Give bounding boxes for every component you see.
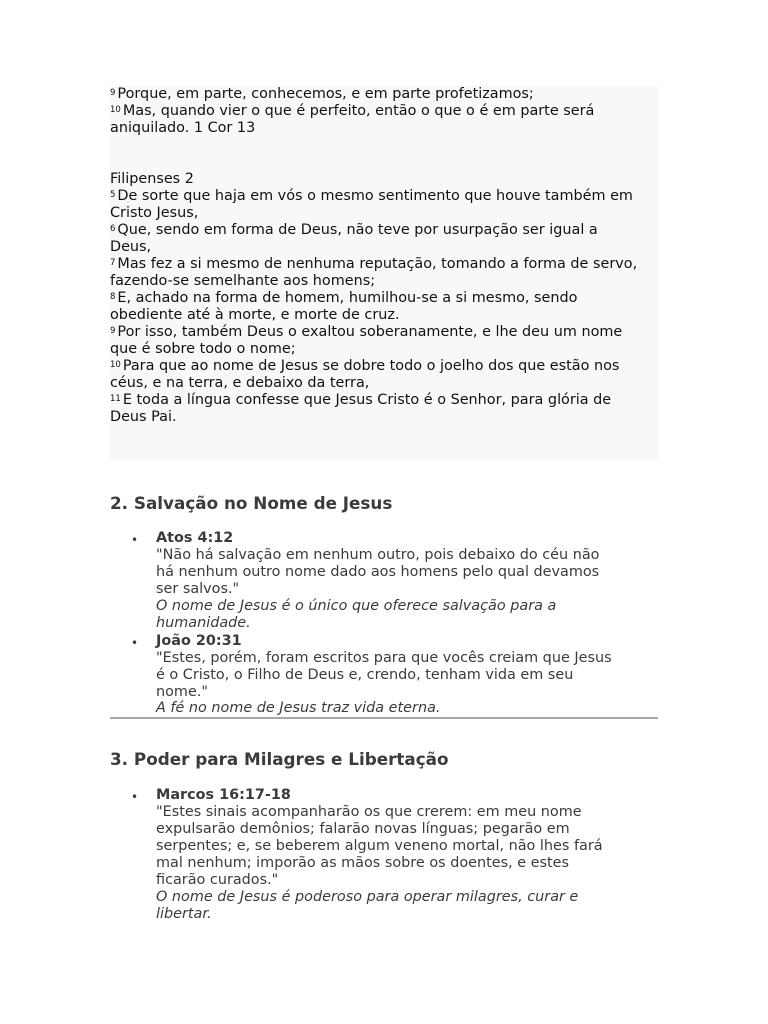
verse-text: Por isso, também Deus o exaltou soberanamente, e lhe deu um nome (117, 324, 623, 340)
verse-text: Para que ao nome de Jesus se dobre todo o joelho dos que estão nos (122, 358, 620, 374)
verse-quote-line: "Estes sinais acompanharão os que crerem: em meu nome (156, 804, 582, 820)
verse-quote-line: é o Cristo, o Filho de Deus e, crendo, tenham vida em seu (156, 667, 574, 683)
verse-quote-line: "Não há salvação em nenhum outro, pois debaixo do céu não (156, 547, 600, 563)
verse-text: E, achado na forma de homem, humilhou-se a si mesmo, sendo (117, 290, 578, 306)
verse-line: aniquilado. 1 Cor 13 (110, 120, 256, 136)
verse-text: E toda a língua confesse que Jesus Cristo é o Senhor, para glória de (122, 392, 612, 408)
verse-number: 10 (110, 105, 121, 115)
verse-quote-line: ser salvos." (156, 581, 240, 597)
verse-line: que é sobre todo o nome; (110, 341, 296, 357)
verse-number: 6 (110, 224, 116, 234)
verse-number: 7 (110, 258, 116, 268)
verse-line: fazendo-se semelhante aos homens; (110, 273, 376, 289)
commentary-line: libertar. (156, 906, 212, 922)
verse-number: 8 (110, 292, 116, 302)
verse-quote-line: nome." (156, 684, 208, 700)
verse-quote-line: mal nenhum; imporão as mãos sobre os doentes, e estes (156, 855, 570, 871)
verse-line: Deus, (110, 239, 152, 255)
verse-number: 5 (110, 190, 116, 200)
verse-text: De sorte que haja em vós o mesmo sentimento que houve também em (117, 188, 633, 204)
verse-line (110, 290, 577, 307)
scripture-heading: Filipenses 2 (110, 171, 194, 187)
verse-quote-line: expulsarão demônios; falarão novas línguas; pegarão em (156, 821, 570, 837)
verse-line: Deus Pai. (110, 409, 177, 425)
verse-reference: Marcos 16:17-18 (156, 787, 291, 803)
section-heading: 2. Salvação no Nome de Jesus (110, 493, 393, 513)
verse-line (110, 392, 611, 409)
verse-quote-line: serpentes; e, se beberem algum veneno mortal, não lhes fará (156, 838, 603, 854)
commentary-line: humanidade. (156, 615, 251, 631)
verse-line: obediente até à morte, e morte de cruz. (110, 307, 400, 323)
verse-number: 9 (110, 88, 116, 98)
verse-reference: João 20:31 (156, 633, 242, 649)
verse-line: Cristo Jesus, (110, 205, 199, 221)
verse-text: Porque, em parte, conhecemos, e em parte profetizamos; (117, 86, 534, 102)
commentary-line: O nome de Jesus é o único que oferece salvação para a (156, 598, 557, 614)
verse-line (110, 188, 633, 205)
verse-line (110, 256, 637, 273)
verse-quote-line: "Estes, porém, foram escritos para que vocês creiam que Jesus (156, 650, 612, 666)
bullet-marker: • (131, 636, 139, 650)
verse-number: 9 (110, 326, 116, 336)
verse-line (110, 358, 619, 375)
verse-number: 11 (110, 394, 121, 404)
verse-quote-line: ficarão curados." (156, 872, 279, 888)
verse-reference: Atos 4:12 (156, 530, 234, 546)
verse-line (110, 222, 598, 239)
bullet-marker: • (131, 790, 139, 804)
verse-text: Que, sendo em forma de Deus, não teve por usurpação ser igual a (117, 222, 598, 238)
verse-line: céus, e na terra, e debaixo da terra, (110, 375, 370, 391)
commentary-line: O nome de Jesus é poderoso para operar milagres, curar e (156, 889, 579, 905)
verse-line (110, 324, 622, 341)
verse-number: 10 (110, 360, 121, 370)
commentary-line: A fé no nome de Jesus traz vida eterna. (156, 700, 441, 716)
verse-line (110, 86, 534, 103)
verse-quote-line: há nenhum outro nome dado aos homens pelo qual devamos (156, 564, 600, 580)
verse-text: Mas, quando vier o que é perfeito, então o que o é em parte será (122, 103, 595, 119)
section-heading: 3. Poder para Milagres e Libertação (110, 749, 449, 769)
verse-text: Mas fez a si mesmo de nenhuma reputação, tomando a forma de servo, (117, 256, 638, 272)
bullet-marker: • (131, 533, 139, 547)
horizontal-divider (110, 717, 658, 719)
verse-line (110, 103, 594, 120)
